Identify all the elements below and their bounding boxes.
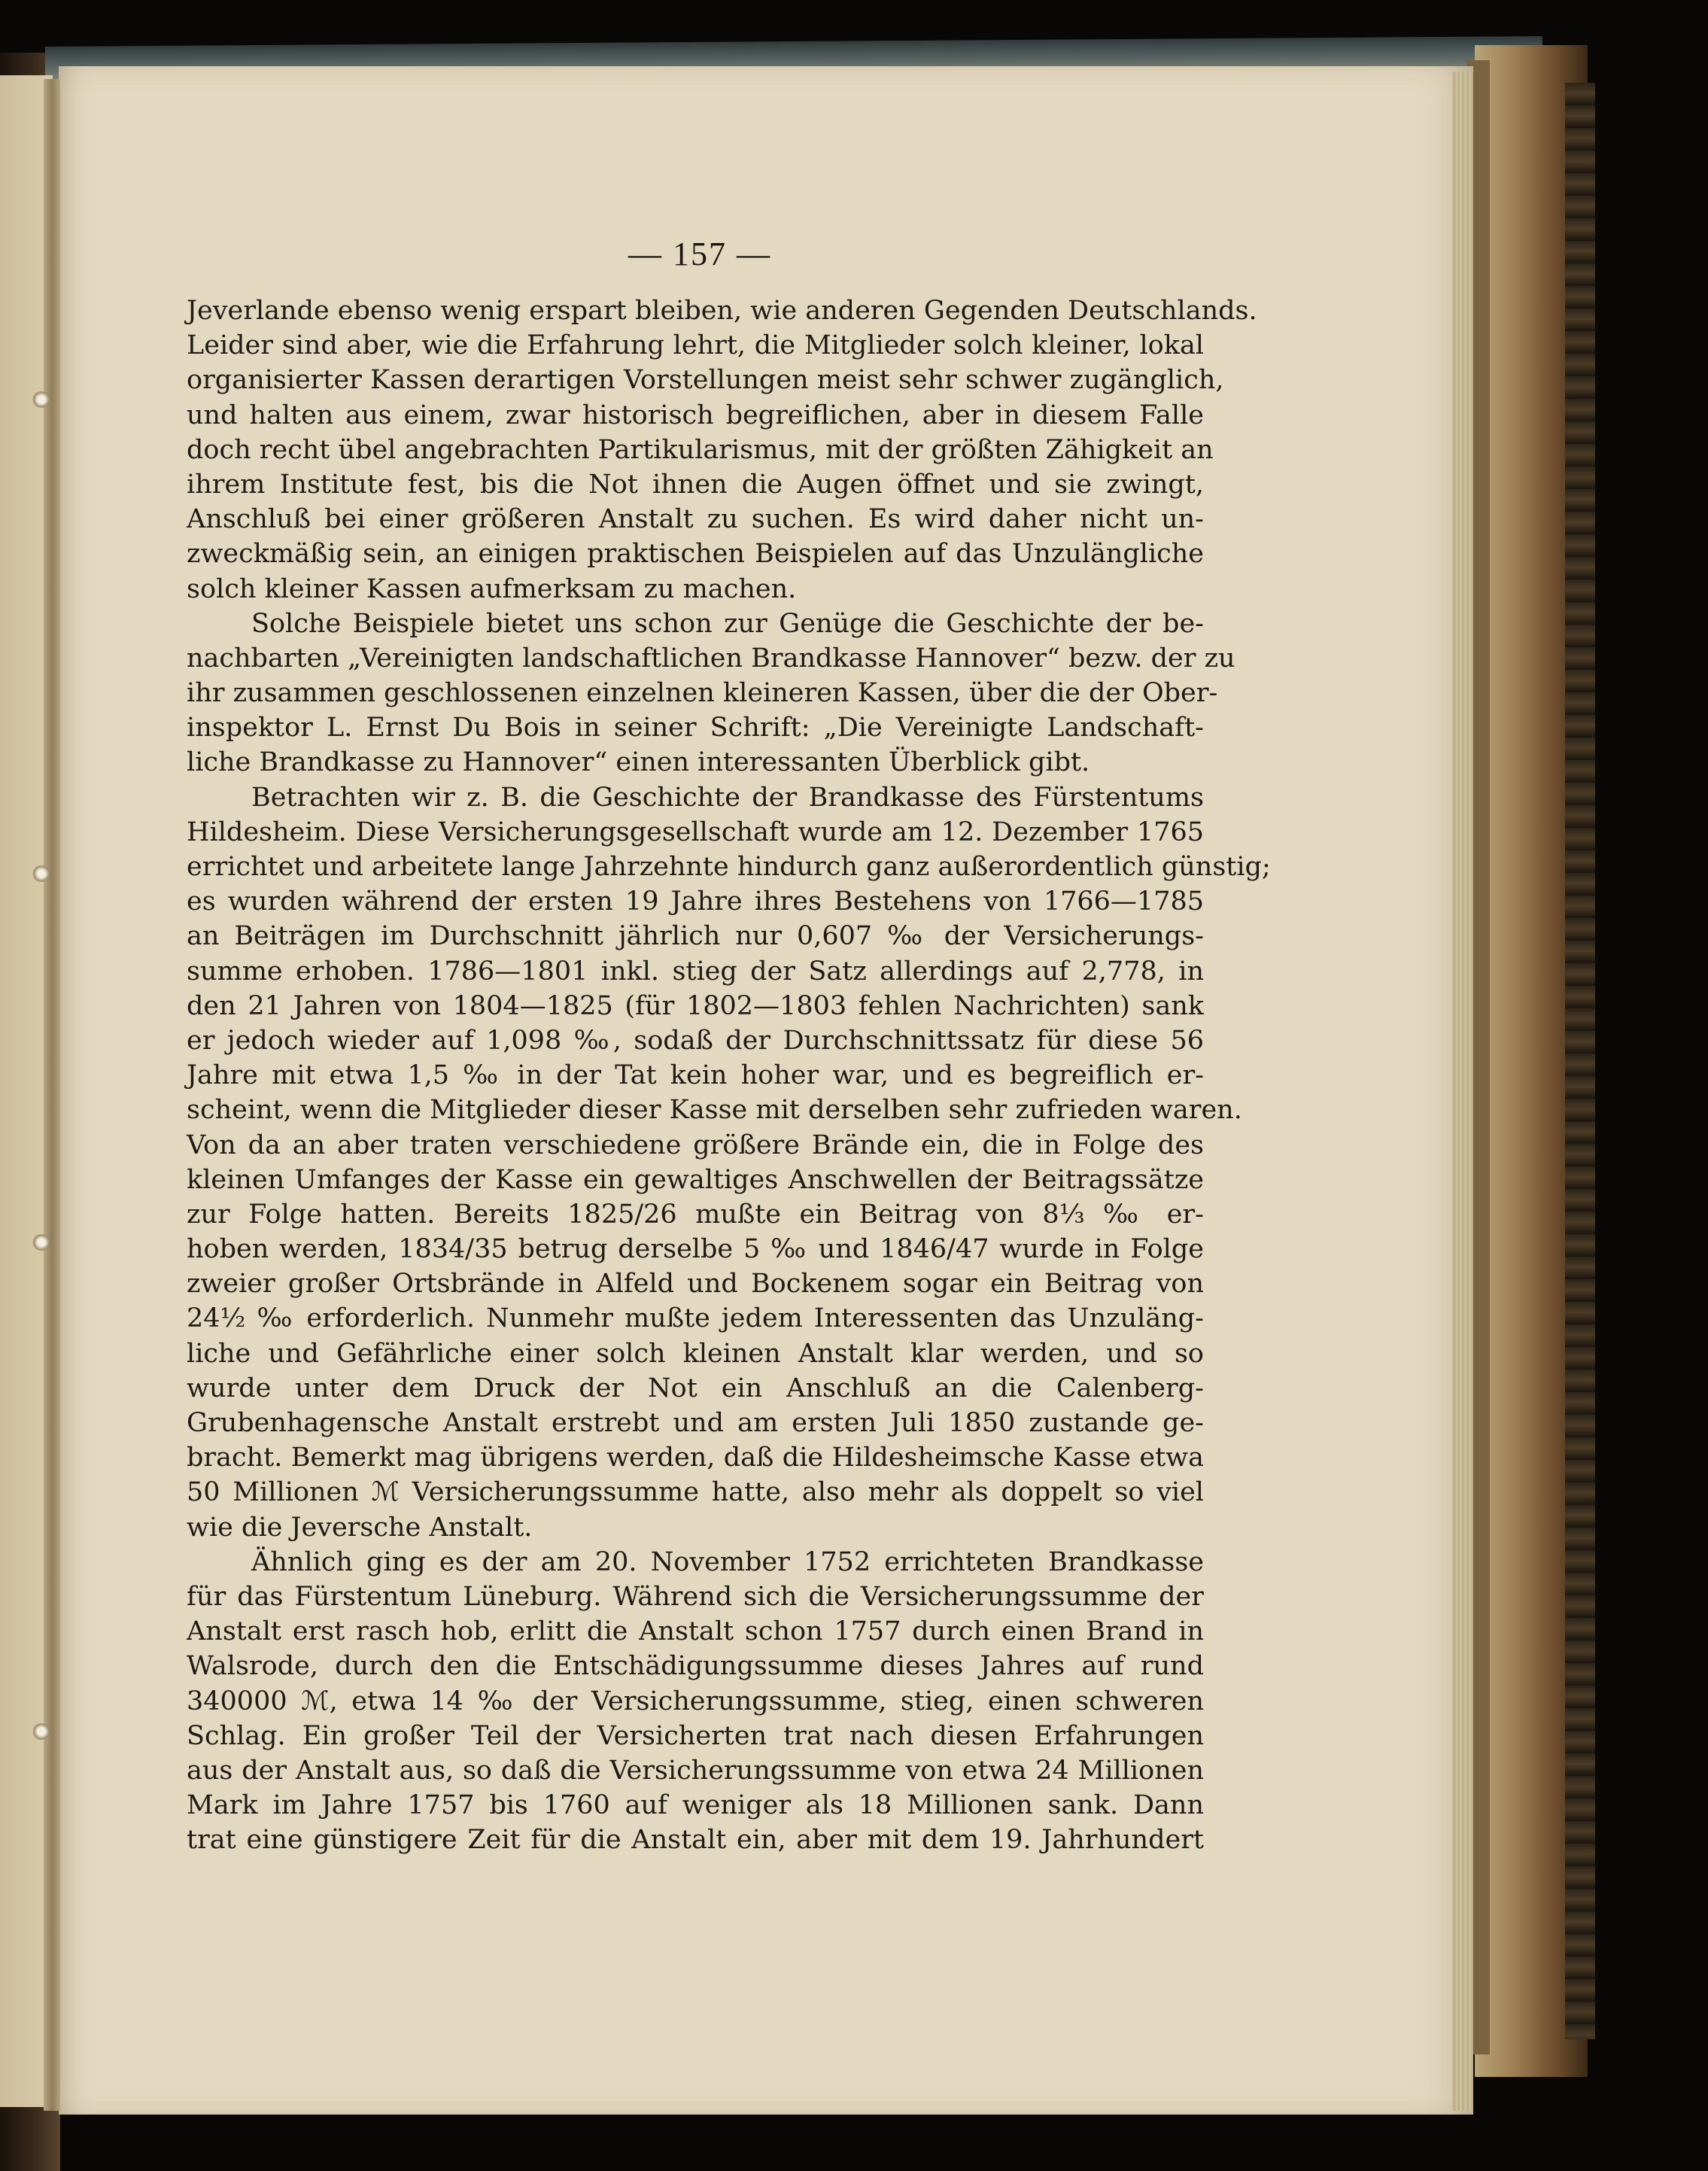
text-line: organisierter Kassen derartigen Vorstellungen meist sehr schwer zugänglich, (187, 365, 1224, 396)
book-spine-edge (1565, 83, 1595, 2039)
text-line: Betrachten wir z. B. die Geschichte der Brandkasse des Fürstentums (251, 782, 1204, 813)
text-line: hoben werden, 1834/35 betrug derselbe 5 ‰ und 1846/47 wurde in Folge (187, 1234, 1204, 1265)
text-line: Anstalt erst rasch hob, erlitt die Anstalt schon 1757 durch einen Brand in (187, 1616, 1204, 1647)
text-line: ihr zusammen geschlossenen einzelnen kleineren Kassen, über die der Ober- (187, 678, 1218, 709)
text-line: an Beiträgen im Durchschnitt jährlich nur 0,607 ‰ der Versicherungs- (187, 921, 1204, 952)
binding-stitch (32, 1723, 51, 1740)
text-line: inspektor L. Ernst Du Bois in seiner Schrift: „Die Vereinigte Landschaft- (187, 713, 1204, 743)
binding-stitch (32, 391, 51, 408)
text-line: solch kleiner Kassen aufmerksam zu machen. (187, 573, 797, 604)
text-line: aus der Anstalt aus, so daß die Versicherungssumme von etwa 24 Millionen (187, 1755, 1204, 1786)
text-line: Jeverlande ebenso wenig erspart bleiben, wie anderen Gegenden Deutschlands. (187, 296, 1257, 326)
text-line: errichtet und arbeitete lange Jahrzehnte hindurch ganz außerordentlich günstig; (187, 852, 1271, 882)
binding-stitch (32, 1234, 51, 1251)
text-line: Walsrode, durch den die Entschädigungssumme dieses Jahres auf rund (187, 1651, 1204, 1682)
text-line: er jedoch wieder auf 1,098 ‰, sodaß der Durchschnittssatz für diese 56 (187, 1025, 1204, 1056)
page-stack-edges (1452, 71, 1473, 2111)
text-line: bracht. Bemerkt mag übrigens werden, daß die Hildesheimsche Kasse etwa (187, 1443, 1204, 1473)
text-line: summe erhoben. 1786—1801 inkl. stieg der Satz allerdings auf 2,778, in (187, 956, 1204, 987)
page-gutter (44, 79, 60, 2111)
text-line: Mark im Jahre 1757 bis 1760 auf weniger als 18 Millionen sank. Dann (187, 1790, 1204, 1821)
text-line: 340000 ℳ, etwa 14 ‰ der Versicherungssumme, stieg, einen schweren (187, 1686, 1204, 1716)
text-line: nachbarten „Vereinigten landschaftlichen Brandkasse Hannover“ bezw. der zu (187, 643, 1235, 673)
text-line: Hildesheim. Diese Versicherungsgesellschaft wurde am 12. Dezember 1765 (187, 816, 1204, 847)
text-line: Leider sind aber, wie die Erfahrung lehrt, die Mitglieder solch kleiner, lokal (187, 330, 1204, 361)
binding-stitch (32, 865, 51, 882)
text-line: wie die Jeversche Anstalt. (187, 1512, 533, 1543)
text-line: Schlag. Ein großer Teil der Versicherten trat nach diesen Erfahrungen (187, 1720, 1204, 1751)
page-number: — 157 — (628, 236, 771, 272)
text-line: doch recht übel angebrachten Partikularismus, mit der größten Zähigkeit an (187, 434, 1214, 465)
text-line: zweier großer Ortsbrände in Alfeld und Bockenem sogar ein Beitrag von (187, 1269, 1204, 1300)
text-line: wurde unter dem Druck der Not ein Anschluß an die Calenberg- (187, 1373, 1204, 1403)
text-line: kleinen Umfanges der Kasse ein gewaltiges Anschwellen der Beitragssätze (187, 1164, 1204, 1195)
text-line: liche Brandkasse zu Hannover“ einen interessanten Überblick gibt. (187, 747, 1090, 778)
text-line: Jahre mit etwa 1,5 ‰ in der Tat kein hoher war, und es begreiflich er- (187, 1060, 1204, 1091)
text-line: es wurden während der ersten 19 Jahre ihres Bestehens von 1766—1785 (187, 886, 1204, 917)
text-line: ihrem Institute fest, bis die Not ihnen die Augen öffnet und sie zwingt, (187, 469, 1204, 500)
text-line: zur Folge hatten. Bereits 1825/26 mußte ein Beitrag von 8⅓ ‰ er- (187, 1199, 1204, 1230)
text-line: für das Fürstentum Lüneburg. Während sich die Versicherungssumme der (187, 1581, 1204, 1612)
text-line: den 21 Jahren von 1804—1825 (für 1802—1803 fehlen Nachrichten) sank (187, 990, 1204, 1021)
text-line: und halten aus einem, zwar historisch begreiflichen, aber in diesem Falle (187, 400, 1204, 430)
text-line: zweckmäßig sein, an einigen praktischen Beispielen auf das Unzulängliche (187, 539, 1204, 570)
text-line: 50 Millionen ℳ Versicherungssumme hatte, also mehr als doppelt so viel (187, 1477, 1204, 1508)
text-line: Von da an aber traten verschiedene größere Brände ein, die in Folge des (187, 1130, 1204, 1160)
text-line: 24½ ‰ erforderlich. Nunmehr mußte jedem Interessenten das Unzuläng- (187, 1303, 1204, 1334)
text-line: Solche Beispiele bietet uns schon zur Genüge die Geschichte der be- (251, 608, 1204, 639)
text-line: Anschluß bei einer größeren Anstalt zu suchen. Es wird daher nicht un- (187, 504, 1204, 535)
body-text (187, 293, 1271, 1856)
text-line: Grubenhagensche Anstalt erstrebt und am ersten Juli 1850 zustande ge- (187, 1408, 1204, 1438)
text-line: scheint, wenn die Mitglieder dieser Kasse mit derselben sehr zufrieden waren. (187, 1095, 1242, 1126)
text-line: liche und Gefährliche einer solch kleinen Anstalt klar werden, und so (187, 1338, 1204, 1369)
text-line: trat eine günstigere Zeit für die Anstalt ein, aber mit dem 19. Jahrhundert (187, 1825, 1204, 1856)
text-line: Ähnlich ging es der am 20. November 1752 errichteten Brandkasse (251, 1546, 1204, 1577)
